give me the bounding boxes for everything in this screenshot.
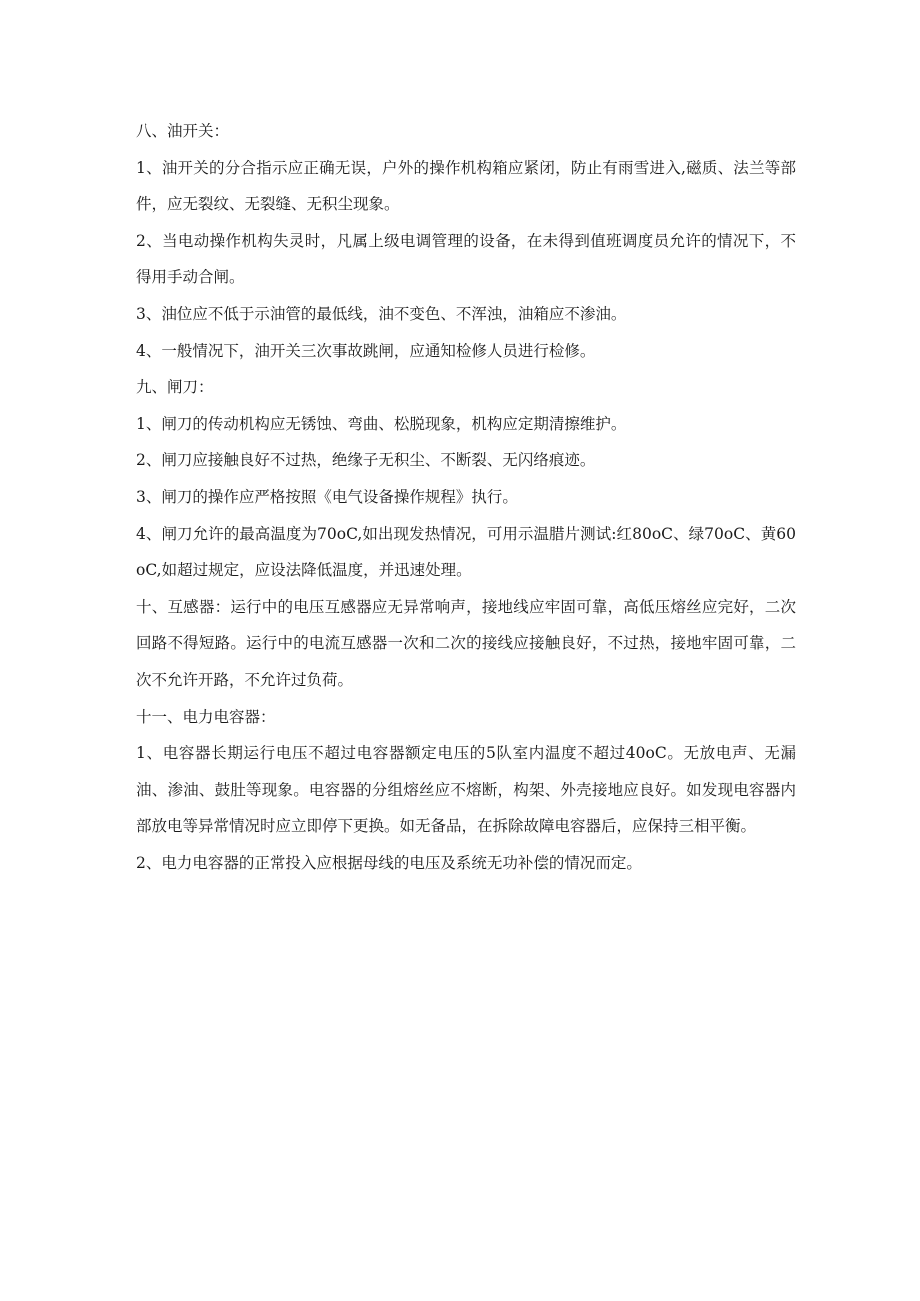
paragraph: 3、油位应不低于示油管的最低线，油不变色、不浑浊，油箱应不渗油。 <box>136 304 627 323</box>
document-body <box>136 113 796 881</box>
paragraph: 4、一般情况下，油开关三次事故跳闸，应通知检修人员进行检修。 <box>136 341 596 360</box>
paragraph: 1、电容器长期运行电压不超过电容器额定电压的5队室内温度不超过40oC。无放电声、无漏油、渗油、鼓肚等现象。电容器的分组熔丝应不熔断，构架、外壳接地应良好。如发现电容器内部放电等异常情况时应立即停下更换。如无备品，在拆除故障电容器后，应保持三相平衡。 <box>136 744 796 836</box>
paragraph: 1、油开关的分合指示应正确无误，户外的操作机构箱应紧闭，防止有雨雪进入,磁质、法兰等部件，应无裂纹、无裂缝、无积尘现象。 <box>136 158 796 214</box>
paragraph: 2、电力电容器的正常投入应根据母线的电压及系统无功补偿的情况而定。 <box>136 853 642 872</box>
paragraph: 2、闸刀应接触良好不过热，绝缘子无积尘、不断裂、无闪络痕迹。 <box>136 451 596 470</box>
paragraph: 1、闸刀的传动机构应无锈蚀、弯曲、松脱现象，机构应定期清擦维护。 <box>136 414 627 433</box>
paragraph: 2、当电动操作机构失灵时，凡属上级电调管理的设备，在未得到值班调度员允许的情况下，不得用手动合闸。 <box>136 231 796 287</box>
paragraph: 4、闸刀允许的最高温度为70oC,如出现发热情况，可用示温腊片测试:红80oC、绿70oC、黄60oC,如超过规定，应设法降低温度，并迅速处理。 <box>136 524 796 580</box>
section-heading-knife-switch: 九、闸刀： <box>136 378 214 397</box>
section-paragraph-transformer: 十、互感器：运行中的电压互感器应无异常响声，接地线应牢固可靠，高低压熔丝应完好，二次回路不得短路。运行中的电流互感器一次和二次的接线应接触良好，不过热，接地牢固可靠，二次不允许开路，不允许过负荷。 <box>136 597 796 689</box>
section-heading-oil-switch: 八、油开关： <box>136 122 230 140</box>
paragraph: 3、闸刀的操作应严格按照《电气设备操作规程》执行。 <box>136 487 518 506</box>
section-heading-capacitor: 十一、电力电容器： <box>136 707 276 726</box>
